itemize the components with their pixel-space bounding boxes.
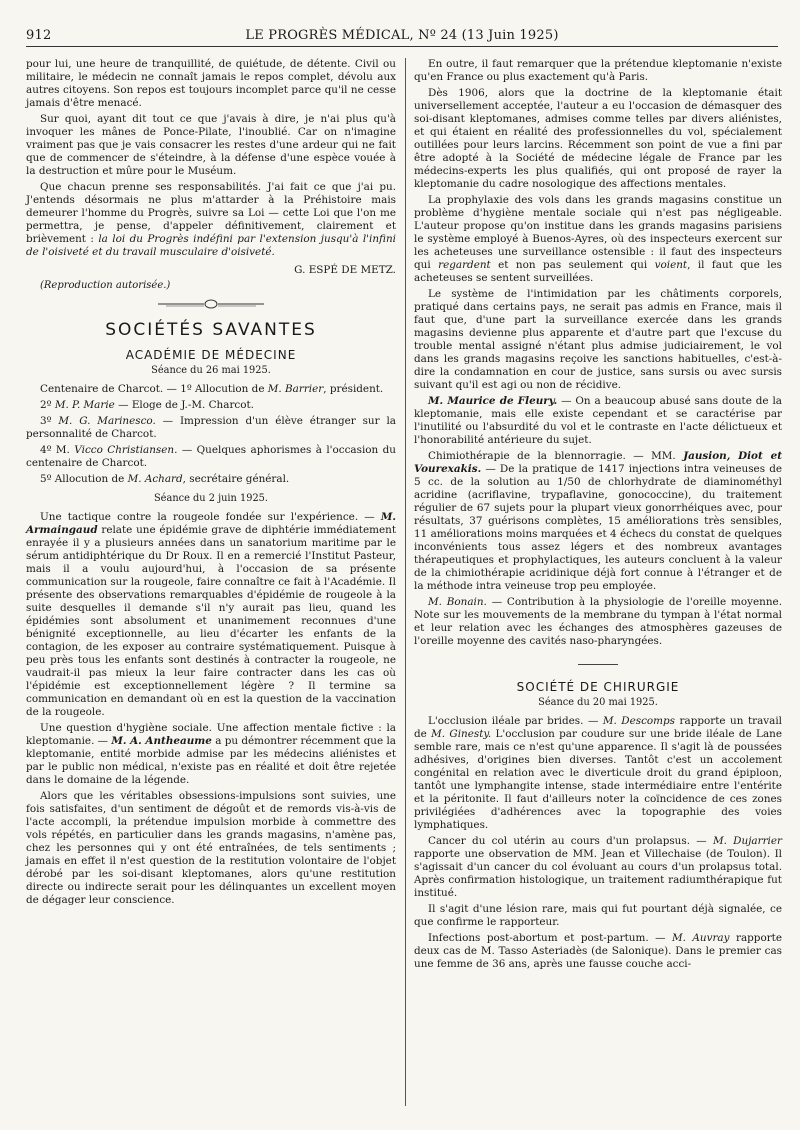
reproduction-note: (Reproduction autorisée.) — [40, 280, 171, 291]
column-rule — [405, 58, 406, 1106]
paragraph: Le système de l'intimidation par les châtiments corporels, pratiqué dans certains pays, ne serait pas admis en France, mais il faut que, d'une part la surveillance exercée dans les grands magasins devienne plus apparente et d'autre part que l'excuse du trouble mental assigné n'étant plus admise judiciairement, le vol dans les grands magasins reçoive les sanctions habituelles, c'est-à-dire la condamnation en cour de justice, sans sursis ou avec sursis suivant qu'il est agi ou non de récidive. — [414, 288, 782, 391]
paragraph: Chimiothérapie de la blennorragie. — MM. Jausion, Diot et Vourexakis. — De la pratique de 1417 injections intra veineuses de 5 cc. de la solution au 1/50 de chlorhydrate de diaminométhyl acridine (acriflavine, trypaflavine, gonococcine), du traitement régulier de 67 sujets pour la plupart vieux gonorrhéiques avec, pour résultats, 37 guérisons complètes, 15 améliorations très sensibles, 11 améliorations moins marquées et 4 échecs du constat de quelques inconvénients tous assez légers et des nombreux avantages thérapeutiques et prophylactiques, les auteurs concluent à la valeur de la chimiothérapie acridinique déjà fort connue à l'étranger et de la méthode intra veineuse trop peu employée. — [414, 450, 782, 592]
paragraph: Cancer du col utérin au cours d'un prolapsus. — M. Dujarrier rapporte une observation de MM. Jean et Villechaise (de Toulon). Il s'agissait d'un cancer du col évoluant au cours d'un prolapsus total. Après confirmation histologique, un traitement radiumthérapique fut institué. — [414, 835, 782, 899]
paragraph: Une question d'hygiène sociale. Une affection mentale fictive : la kleptomanie. — M. A. Antheaume a pu démontrer récemment que la kleptomanie, entité morbide admise par les médecins aliénistes et par le public non médical, n'existe pas en réalité et doit être rejetée dans le domaine de la légende. — [26, 722, 396, 786]
ornament-divider — [26, 298, 396, 314]
page-number: 912 — [26, 28, 52, 43]
list-item: Centenaire de Charcot. — 1º Allocution de M. Barrier, président. — [40, 383, 384, 395]
left-column — [26, 58, 396, 910]
paragraph: M. Bonain. — Contribution à la physiologie de l'oreille moyenne. Note sur les mouvements de la membrane du tympan à l'état normal et leur relation avec les échanges des atmosphères gazeuses de l'oreille moyenne des cavités naso-pharyngées. — [414, 596, 782, 647]
paragraph: Sur quoi, ayant dit tout ce que j'avais à dire, je n'ai plus qu'à invoquer les mânes de Ponce-Pilate, l'inoublié. Car on n'imagine vraiment pas que je vais consacrer les restes d'une ardeur qui ne fait que de commencer de s'éteindre, à la défense d'une espèce vouée à la destruction et mûre pour le Muséum. — [26, 113, 396, 177]
short-divider — [414, 656, 782, 669]
right-column — [414, 58, 782, 974]
session-date: Séance du 20 mai 1925. — [538, 697, 658, 708]
paragraph: Alors que les véritables obsessions-impulsions sont suivies, une fois satisfaites, d'un sentiment de dégoût et de remords vis-à-vis de l'acte accompli, la prétendue impulsion morbide à commettre des vols répétés, en particulier dans les grands magasins, n'amène pas, chez les personnes qui y ont été entraînées, de tels sentiments ; jamais en effet il n'est question de la restitution volontaire de l'objet dérobé par les soi-disant kleptomanes, alors qu'une restitution directe ou indirecte serait pour les délinquantes un excellent moyen de dégager leur conscience. — [26, 790, 396, 906]
list-item: 3º M. G. Marinesco. — Impression d'un élève étranger sur la personnalité de Charcot. — [26, 415, 396, 440]
list-item: 2º M. P. Marie — Eloge de J.-M. Charcot. — [40, 399, 254, 411]
session-date: Séance du 2 juin 1925. — [153, 493, 269, 504]
paragraph: Infections post-abortum et post-partum. — M. Auvray rapporte deux cas de M. Tasso Asteriadès (de Salonique). Dans le premier cas une femme de 36 ans, après une fausse couche acci- — [414, 932, 782, 970]
session-date: Séance du 26 mai 1925. — [151, 365, 271, 376]
academy-heading: ACADÉMIE DE MÉDECINE — [125, 348, 297, 362]
paragraph: La prophylaxie des vols dans les grands magasins constitue un problème d'hygiène mentale sociale qui n'est pas négligeable. L'auteur propose qu'on institue dans les grands magasins parisiens le système employé à Buenos-Ayres, où des inspecteurs exercent sur les acheteuses une surveillance ostensible : il faut des inspecteurs qui regardent et non pas seulement qui voient, il faut que les acheteuses se sentent surveillées. — [414, 194, 782, 284]
paragraph: Que chacun prenne ses responsabilités. J'ai fait ce que j'ai pu. J'entends désormais ne plus m'attarder à la Préhistoire mais demeurer l'homme du Progrès, suivre sa Loi — cette Loi que l'on me permettra, je pense, d'appeler définitivement, clairement et brièvement : la loi du Progrès indéfini par l'extension jusqu'à l'infini de l'oisiveté et du travail musculaire d'oisiveté. — [26, 181, 396, 258]
paragraph: En outre, il faut remarquer que la prétendue kleptomanie n'existe qu'en France ou plus exactement qu'à Paris. — [414, 58, 782, 83]
paragraph: L'occlusion iléale par brides. — M. Descomps rapporte un travail de M. Ginesty. L'occlusion par coudure sur une bride iléale de Lane semble rare, mais ce n'est qu'une apparence. Il s'agit là de poussées adhésives, d'origines bien diverses. Tantôt c'est un accolement congénital en relation avec le diverticule droit du grand épiploon, tantôt une lymphangite intense, stade intermédiaire entre l'entérite et la péritonite. Il faut d'ailleurs noter la coïncidence de ces zones privilégiées d'adhérences avec la topographie des voies lymphatiques. — [414, 715, 782, 831]
running-header — [26, 28, 778, 47]
list-item: 4º M. Vicco Christiansen. — Quelques aphorismes à l'occasion du centenaire de Charcot. — [26, 444, 396, 469]
paragraph: Dès 1906, alors que la doctrine de la kleptomanie était universellement acceptée, l'auteur a eu l'occasion de démasquer des soi-disant kleptomanes, admises comme telles par divers aliénistes, et qui étaient en réalité des professionnelles du vol, spécialement outillées pour leurs larcins. Récemment son point de vue a fini par être adopté à la Société de médecine légale de France par les médecins-experts les plus qualifiés, qui ont proposé de rayer la kleptomanie du cadre nosologique des affections mentales. — [414, 87, 782, 190]
society-heading: SOCIÉTÉ DE CHIRURGIE — [516, 680, 680, 694]
journal-title: LE PROGRÈS MÉDICAL, Nº 24 (13 Juin 1925) — [245, 28, 559, 43]
list-item: 5º Allocution de M. Achard, secrétaire général. — [40, 473, 290, 485]
paragraph: pour lui, une heure de tranquillité, de quiétude, de détente. Civil ou militaire, le médecin ne connaît jamais le repos complet, dévolu aux autres citoyens. Son repos est toujours incomplet parce qu'il ne cesse jamais d'être menacé. — [26, 58, 396, 109]
paragraph: Une tactique contre la rougeole fondée sur l'expérience. — M. Armaingaud relate une épidémie grave de diphtérie immédiatement enrayée il y a plusieurs années dans un sanatorium maritime par le sérum antidiphtérique du Dr Roux. Il en a remercié l'Institut Pasteur, mais il a voulu aujourd'hui, à l'occasion de sa présente communication sur la rougeole, faire connaître ce fait à l'Académie. Il présente des observations remarquables d'épidémie de rougeole à la suite desquelles il demande s'il n'y aurait pas lieu, quand les épidémies sont absolument et unanimement reconnues d'une bénignité exceptionnelle, au lieu d'écarter les enfants de la contagion, de les exposer au contraire systématiquement. Puisque à peu près tous les enfants sont destinés à contracter la rougeole, ne vaudrait-il pas mieux la leur faire contracter dans les cas où l'épidémie est exceptionnellement légère ? Il termine sa communication en demandant où en est la question de la vaccination de la rougeole. — [26, 511, 396, 718]
section-title: SOCIÉTÉS SAVANTES — [105, 320, 317, 340]
paragraph: M. Maurice de Fleury. — On a beaucoup abusé sans doute de la kleptomanie, mais elle existe cependant et se caractérise par l'inutilité ou l'absurdité du vol et le contraste en l'acte délictueux et l'honorabilité antérieure du sujet. — [414, 395, 782, 446]
paragraph: Il s'agit d'une lésion rare, mais qui fut pourtant déjà signalée, ce que confirme le rapporteur. — [414, 903, 782, 928]
author-signature: G. ESPÉ DE METZ. — [294, 264, 396, 276]
